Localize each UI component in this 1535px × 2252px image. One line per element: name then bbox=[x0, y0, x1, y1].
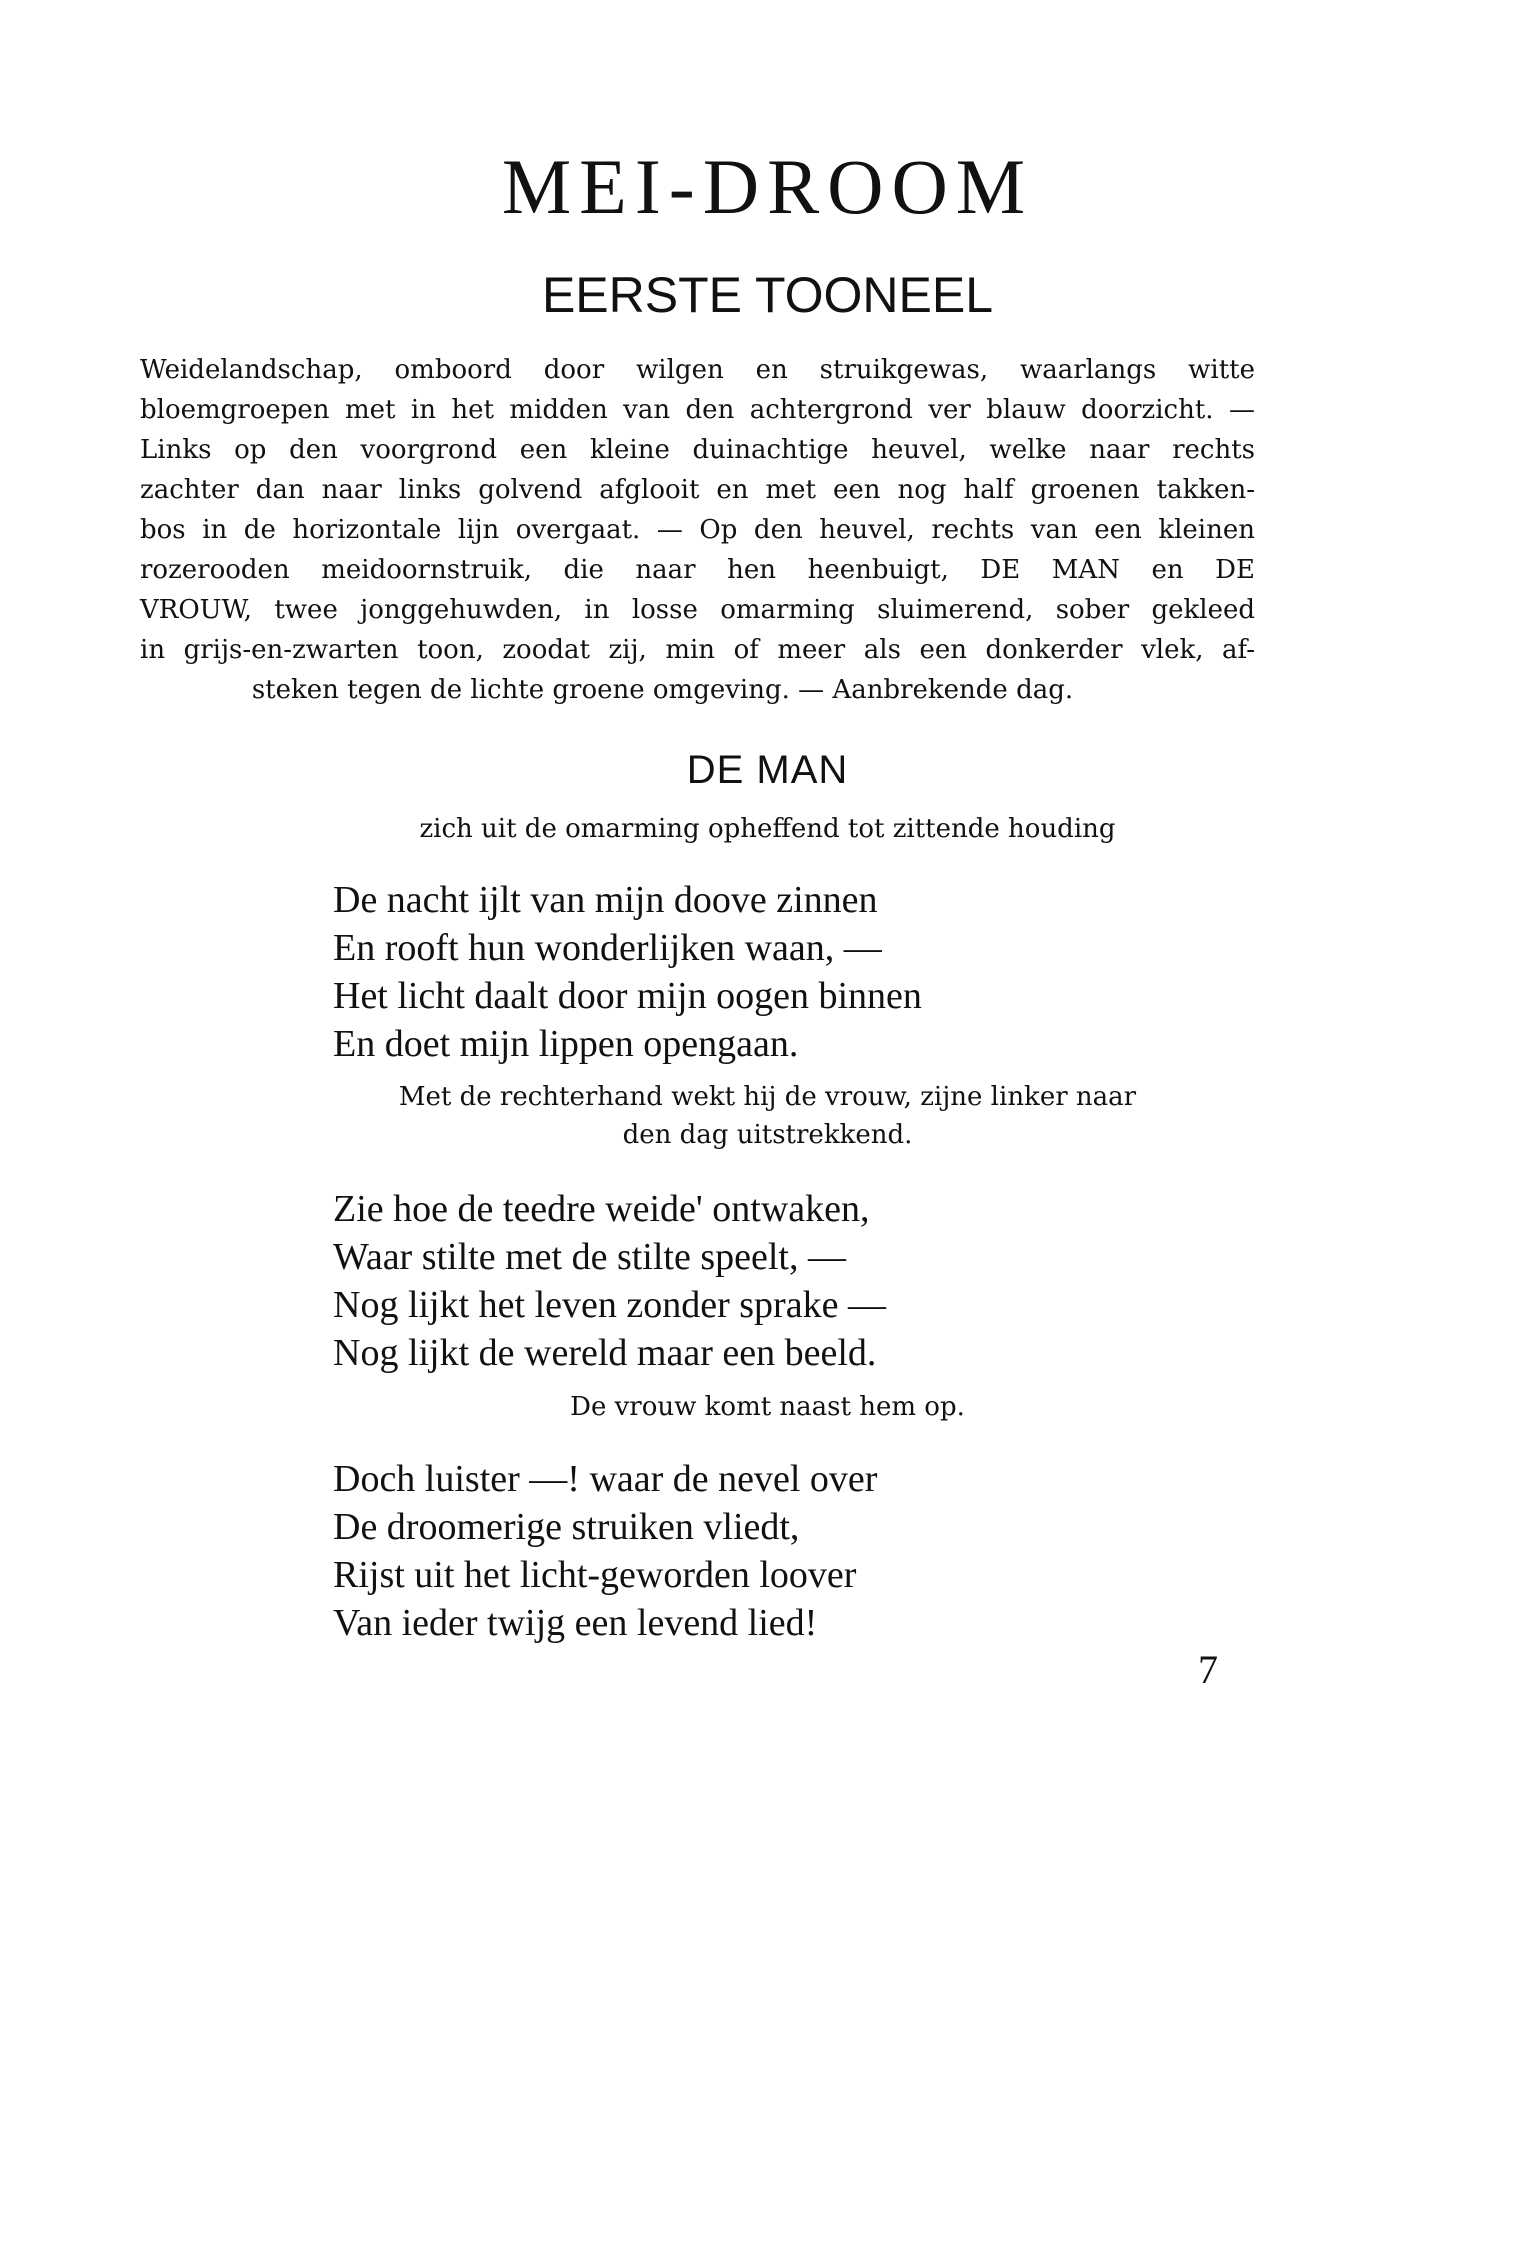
direction-line: den dag uitstrekkend. bbox=[622, 1120, 913, 1150]
verse-line: Nog lijkt het leven zonder sprake — bbox=[333, 1284, 886, 1326]
speaker-direction: zich uit de omarming opheffend tot zittende houding bbox=[419, 814, 1116, 844]
page-number: 7 bbox=[1198, 1647, 1218, 1692]
verse-line: Rijst uit het licht-geworden loover bbox=[333, 1554, 857, 1596]
verse-line: En rooft hun wonderlijken waan, — bbox=[333, 927, 882, 969]
scene-heading: EERSTE TOONEEL bbox=[541, 267, 994, 323]
stage-direction-line: zachter dan naar links golvend afglooit en met een nog half groenen takken- bbox=[140, 475, 1255, 505]
verse-line: Doch luister —! waar de nevel over bbox=[333, 1458, 878, 1500]
stage-direction-2 bbox=[0, 1078, 1535, 1154]
stage-direction-3: De vrouw komt naast hem op. bbox=[570, 1392, 965, 1422]
stage-direction-line: bloemgroepen met in het midden van den achtergrond ver blauw doorzicht. — bbox=[140, 395, 1255, 425]
verse-line: Nog lijkt de wereld maar een beeld. bbox=[333, 1332, 877, 1374]
stage-direction-line: Links op den voorgrond een kleine duinachtige heuvel, welke naar rechts bbox=[140, 435, 1255, 465]
stage-direction-line: steken tegen de lichte groene omgeving. — Aanbrekende dag. bbox=[251, 675, 1074, 705]
verse-line: En doet mijn lippen opengaan. bbox=[333, 1023, 799, 1065]
verse-line: Waar stilte met de stilte speelt, — bbox=[333, 1236, 846, 1278]
stanza-2 bbox=[333, 1185, 886, 1377]
verse-line: Het licht daalt door mijn oogen binnen bbox=[333, 975, 922, 1017]
verse-line: Zie hoe de teedre weide' ontwaken, bbox=[333, 1188, 870, 1230]
stage-direction-line: Weidelandschap, omboord door wilgen en struikgewas, waarlangs witte bbox=[140, 355, 1255, 385]
stage-direction bbox=[140, 350, 1255, 710]
stage-direction-line: bos in de horizontale lijn overgaat. — Op den heuvel, rechts van een kleinen bbox=[140, 515, 1255, 545]
stanza-1 bbox=[333, 876, 922, 1068]
stage-direction-line: rozerooden meidoornstruik, die naar hen heenbuigt, DE MAN en DE bbox=[140, 555, 1255, 585]
stage-direction-line: VROUW, twee jonggehuwden, in losse omarming sluimerend, sober gekleed bbox=[140, 595, 1255, 625]
verse-line: De nacht ijlt van mijn doove zinnen bbox=[333, 879, 878, 921]
stanza-3 bbox=[333, 1455, 877, 1647]
stage-direction-line: in grijs-en-zwarten toon, zoodat zij, min of meer als een donkerder vlek, af- bbox=[140, 635, 1255, 665]
play-title: MEI-DROOM bbox=[501, 143, 1034, 230]
verse-line: Van ieder twijg een levend lied! bbox=[333, 1602, 818, 1644]
direction-line: Met de rechterhand wekt hij de vrouw, zijne linker naar bbox=[398, 1082, 1137, 1112]
verse-line: De droomerige struiken vliedt, bbox=[333, 1506, 800, 1548]
speaker-name: DE MAN bbox=[686, 748, 849, 792]
